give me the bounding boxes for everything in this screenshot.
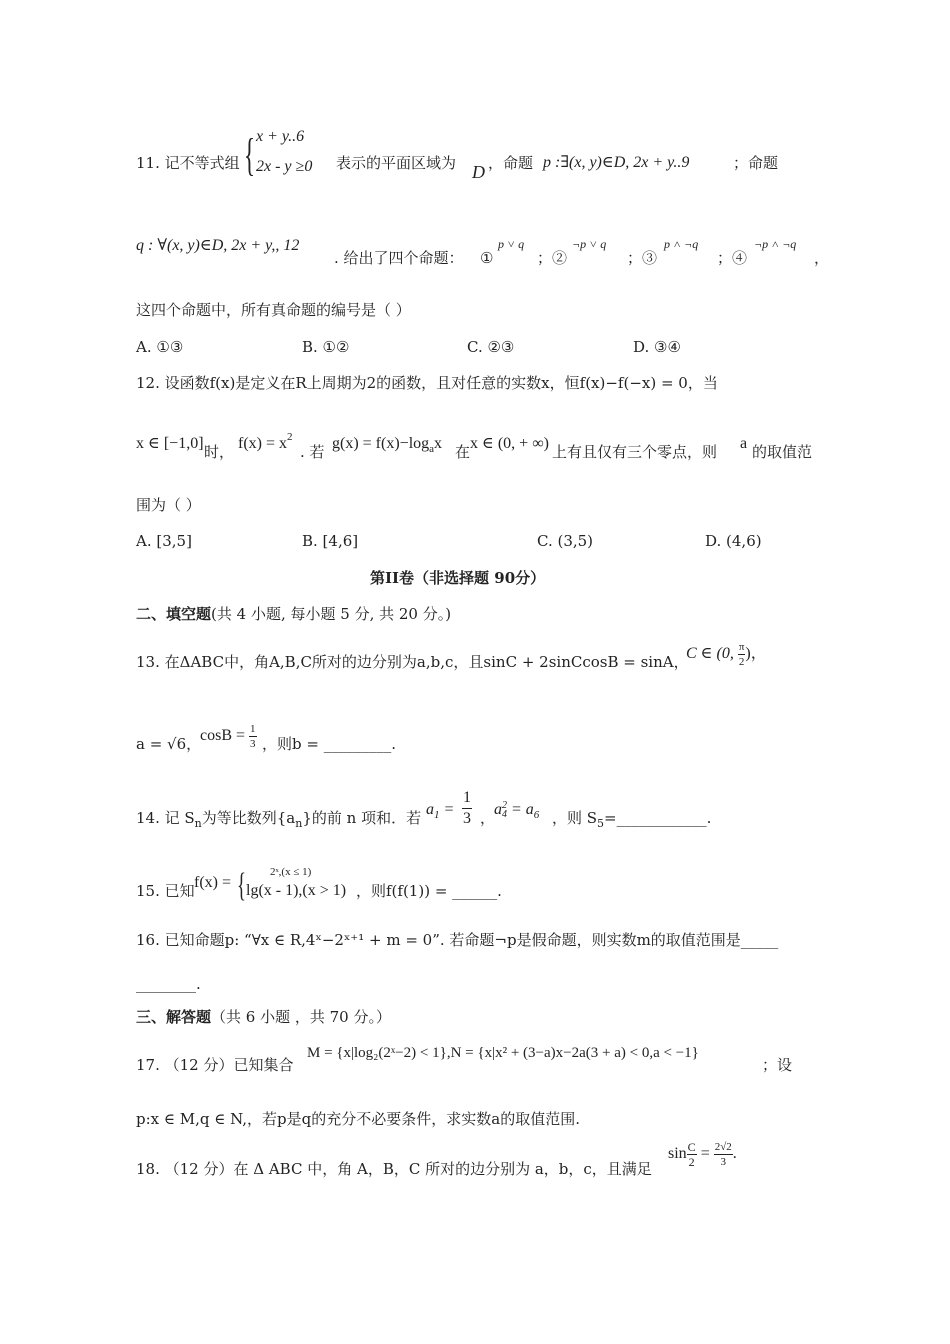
system-line-1: x + y..6 — [256, 128, 305, 145]
q12-option-b: B. [4,6] — [302, 532, 359, 550]
q12-when: 时， — [204, 443, 235, 461]
sep-1: ；② — [537, 249, 568, 267]
q11-option-b: B. ①② — [302, 338, 350, 356]
q12-fx: $f(x) = x^2$ — [238, 431, 293, 452]
q15-brace: { — [237, 867, 246, 904]
section-2-heading: 二、填空题(共 4 小题, 每小题 5 分, 共 20 分。) — [136, 605, 452, 623]
q17-set: ；设 — [762, 1056, 793, 1074]
q14-a1: $a_1$ = — [426, 801, 455, 821]
q12-a: a — [740, 435, 748, 452]
q16-line-1: 16. 已知命题p: “∀x ∈ R,4ˣ−2ˣ⁺¹ + m = 0”. 若命题¬p是假命题，则实数m的取值范围是_____ — [136, 931, 779, 949]
system-brace: { — [244, 129, 256, 180]
q13-a-value: a = √6， — [136, 735, 202, 753]
q12-range: 的取值范 — [752, 443, 813, 461]
proposition-p: p :∃(x, y)∈D, 2x + y..9 — [543, 154, 690, 171]
q12-if: . 若 — [300, 443, 325, 461]
q11-prefix: 11. 记不等式组 — [136, 154, 240, 172]
q12-interval: x ∈ (0, + ∞) — [470, 435, 549, 452]
q14-a4: a 2 4 = $a_6$ — [494, 800, 540, 821]
part2-title: 第II卷（非选择题 90分） — [370, 569, 546, 587]
q14-line: 14. 记 $S_n$为等比数列$\{a_n\}$的前 n 项和．若 — [136, 809, 422, 830]
q12-on: 在 — [455, 443, 471, 461]
q15-case-1: 2ˣ,(x ≤ 1) — [270, 866, 312, 878]
system-line-2: 2x - y ≥0 — [256, 158, 313, 175]
q18-text: 18. （12 分）在 Δ ABC 中，角 A，B，C 所对的边分别为 a，b，c，且满足 — [136, 1160, 652, 1178]
sep-3: ；④ — [717, 249, 748, 267]
q15-ask: ，则f(f(1)) = ______. — [356, 882, 502, 900]
q11-given: . 给出了四个命题： — [334, 249, 464, 267]
section-3-heading: 三、解答题（共 6 小题 ，共 70 分。） — [136, 1008, 391, 1026]
q12-line-3: 围为（ ） — [136, 496, 201, 514]
q13-ask: ，则b = _________. — [262, 735, 396, 753]
prop-2: ¬p ˅ q — [572, 237, 607, 251]
q15-case-2: lg(x - 1),(x > 1) — [246, 882, 347, 899]
q12-option-c: C. (3,5) — [537, 532, 594, 550]
q12-option-d: D. (4,6) — [705, 532, 762, 550]
q11-end: ， — [814, 249, 830, 267]
q15-fx: f(x) = — [194, 874, 232, 891]
q12-gx: $g(x) = f(x)-\log_ax$ — [332, 435, 443, 455]
q17-line-2: p:x ∈ M,q ∈ N,，若p是q的充分不必要条件，求实数a的取值范围. — [136, 1110, 580, 1128]
q13-cosb: cosB = $\frac{1}{3}$ — [200, 723, 256, 750]
q14-one-third: $\frac{1}{3}$ — [463, 789, 471, 827]
prop-1: p ˅ q — [498, 237, 525, 251]
circle-1: ① — [480, 249, 494, 267]
q17-prefix: 17. （12 分）已知集合 — [136, 1056, 294, 1074]
q14-ask: ，则 $S_5=\_\_\_\_\_\_\_\_\_\_\_\_$. — [552, 809, 712, 830]
q11-after-d: ，命题 — [488, 154, 534, 172]
q12-zeros: 上有且仅有三个零点，则 — [552, 443, 718, 461]
q18-formula: sin $\frac{C}{2}$ = $\frac{2√2}{3}$ . — [668, 1140, 737, 1169]
q13-line-1: 13. 在ΔABC中，角A,B,C所对的边分别为a,b,c，且sinC + 2sinCcosB = sinA， — [136, 653, 689, 671]
q11-option-a: A. ①③ — [136, 338, 184, 356]
region-d: D — [472, 162, 485, 182]
q11-ask: 这四个命题中，所有真命题的编号是（ ） — [136, 301, 411, 319]
q11-mid: 表示的平面区域为 — [336, 154, 457, 172]
proposition-q: q : ∀(x, y)∈D, 2x + y,, 12 — [136, 237, 300, 254]
sep-2: ；③ — [627, 249, 658, 267]
q15-prefix: 15. 已知 — [136, 882, 195, 900]
prop-4: ¬p ˄ ¬q — [754, 237, 797, 251]
q17-sets: M = {x|log₂(2ˣ−2) < 1},N = {x|x² + (3−a)x−2a(3 + a) < 0,a < −1} — [307, 1045, 699, 1061]
q16-line-2: ________. — [136, 975, 201, 993]
q11-after-p: ；命题 — [733, 154, 779, 172]
q11-option-c: C. ②③ — [467, 338, 515, 356]
q12-line-1: 12. 设函数f(x)是定义在R上周期为2的函数，且对任意的实数x，恒f(x)−f(−x) = 0，当 — [136, 374, 718, 392]
prop-3: p ˄ ¬q — [664, 237, 699, 251]
q12-domain: x ∈ [−1,0] — [136, 435, 204, 452]
q11-option-d: D. ③④ — [633, 338, 681, 356]
q12-option-a: A. [3,5] — [136, 532, 192, 550]
q14-comma: ， — [480, 809, 496, 827]
q13-c-range: C ∈ (0, $\frac{\pi}{2}$ )， — [686, 641, 767, 668]
